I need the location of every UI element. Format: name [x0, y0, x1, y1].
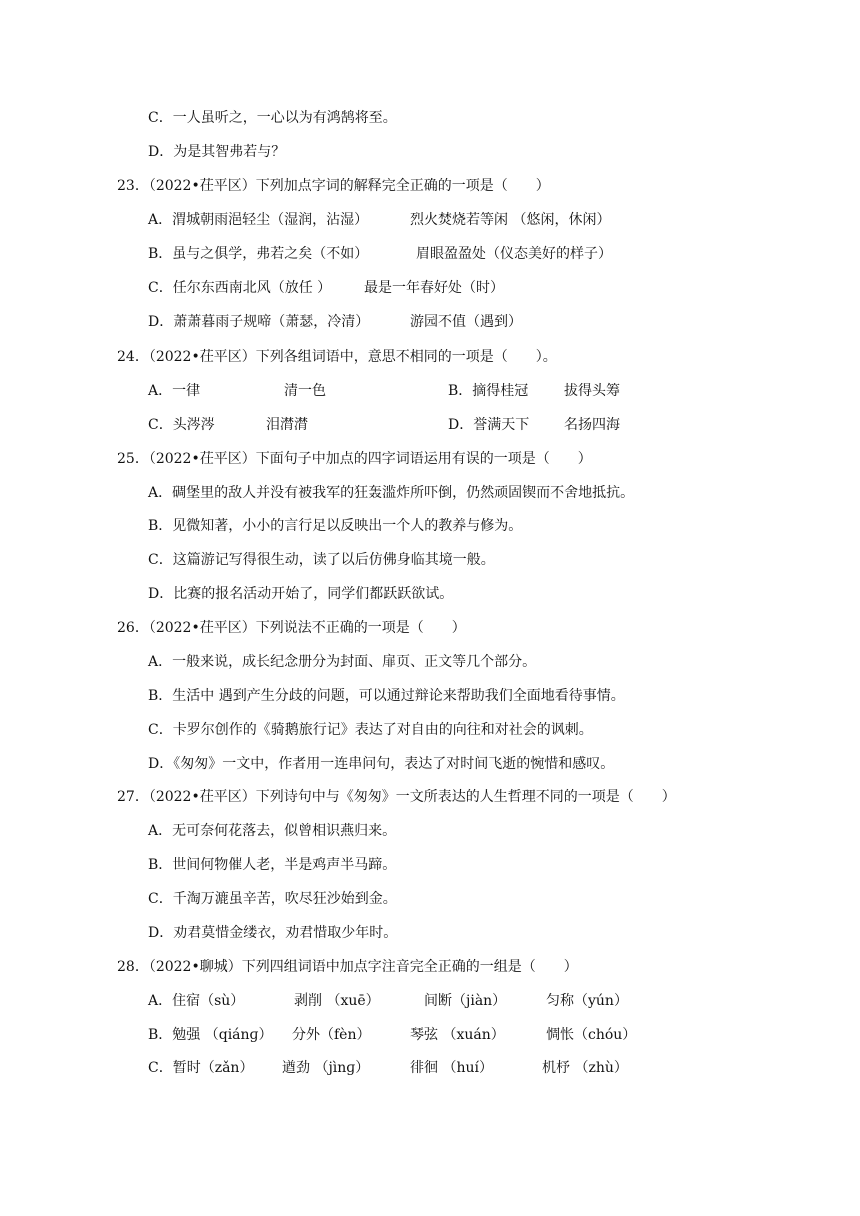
option-a: A．一般来说，成长纪念册分为封面、扉页、正文等几个部分。 — [148, 654, 537, 670]
question-27: 27．（2022•茌平区）下列诗句中与《匆匆》一文所表达的人生哲理不同的一项是（ ） — [117, 789, 676, 805]
option-b: B．虽与之俱学，弗若之矣（不如） 眉眼盈盈处（仪态美好的样子） — [148, 246, 612, 262]
option-b: B．生活中 遇到产生分歧的问题，可以通过辩论来帮助我们全面地看待事情。 — [148, 688, 625, 704]
option-b: B．勉强 （qiánɡ） 分外（fèn） 琴弦 （xuán） 惆怅（chóu） — [148, 1027, 637, 1043]
option-c: C．千淘万漉虽辛苦，吹尽狂沙始到金。 — [148, 891, 397, 907]
option-b: B．见微知著，小小的言行足以反映出一个人的教养与修为。 — [148, 518, 523, 534]
option-d: D．萧萧暮雨子规啼（萧瑟，冷清） 游园不值（遇到） — [148, 314, 522, 330]
option-a: A．住宿（sù） 剥削 （xuē） 间断（jiàn） 匀称（yún） — [148, 993, 628, 1009]
option-c: C．卡罗尔创作的《骑鹅旅行记》表达了对自由的向往和对社会的讽刺。 — [148, 722, 593, 738]
option-d: D．劝君莫惜金缕衣，劝君惜取少年时。 — [148, 925, 398, 941]
option-c: C．这篇游记写得很生动，读了以后仿佛身临其境一般。 — [148, 552, 495, 568]
question-23: 23．（2022•茌平区）下列加点字词的解释完全正确的一项是（ ） — [117, 178, 550, 194]
option-b: B．世间何物催人老，半是鸡声半马蹄。 — [148, 857, 397, 873]
option-a: A．渭城朝雨浥轻尘（湿润，沾湿） 烈火焚烧若等闲 （悠闲，休闲） — [148, 212, 611, 228]
option-c: C．一人虽听之，一心以为有鸿鹄将至。 — [148, 110, 397, 126]
question-28: 28．（2022•聊城）下列四组词语中加点字注音完全正确的一组是（ ） — [117, 959, 578, 975]
question-26: 26．（2022•茌平区）下列说法不正确的一项是（ ） — [117, 620, 466, 636]
option-c: C．暂时（zǎn） 遒劲 （jìnɡ） 徘徊 （huí） 机杼 （zhù） — [148, 1060, 628, 1076]
option-d: D．比赛的报名活动开始了，同学们都跃跃欲试。 — [148, 586, 454, 602]
option-a: A．碉堡里的敌人并没有被我军的狂轰滥炸所吓倒，仍然顽固锲而不舍地抵抗。 — [148, 485, 635, 501]
option-d: D．《匆匆》一文中，作者用一连串问句，表达了对时间飞逝的惋惜和感叹。 — [148, 756, 615, 772]
option-row-cd: C．头涔涔 泪潸潸 D．誉满天下 名扬四海 — [148, 417, 620, 433]
question-24: 24．（2022•茌平区）下列各组词语中，意思不相同的一项是（ ）。 — [117, 349, 557, 365]
option-c: C．任尔东西南北风（放任 ） 最是一年春好处（时） — [148, 280, 504, 296]
question-25: 25．（2022•茌平区）下面句子中加点的四字词语运用有误的一项是（ ） — [117, 451, 592, 467]
option-row-ab: A．一律 清一色 B．摘得桂冠 拔得头筹 — [148, 383, 620, 399]
option-a: A．无可奈何花落去，似曾相识燕归来。 — [148, 823, 397, 839]
option-d: D．为是其智弗若与？ — [148, 144, 286, 160]
